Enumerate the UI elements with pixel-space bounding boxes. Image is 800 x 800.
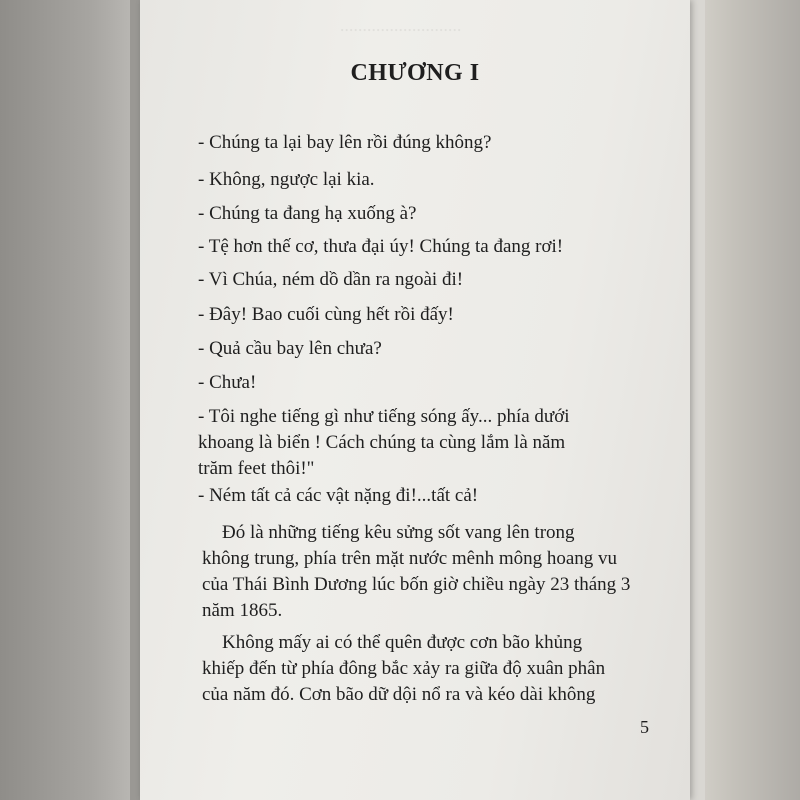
table-background (0, 0, 130, 800)
dialogue-line: - Chúng ta lại bay lên rồi đúng không? (198, 132, 492, 153)
dialogue-line: - Không, ngược lại kia. (198, 169, 375, 190)
dialogue-line: - Đây! Bao cuối cùng hết rồi đấy! (198, 304, 454, 325)
dialogue-line: - Quả cầu bay lên chưa? (198, 338, 382, 359)
text-line: Không mấy ai có thể quên được cơn bão khủng (222, 632, 583, 653)
text-line: của năm đó. Cơn bão dữ dội nổ ra và kéo dài không (202, 684, 596, 705)
dialogue-long (198, 404, 638, 482)
book-page (140, 0, 690, 800)
paragraph (202, 630, 642, 708)
text-line: trăm feet thôi!" (198, 458, 315, 479)
dialogue-line: - Ném tất cả các vật nặng đi!...tất cả! (198, 485, 479, 506)
chapter-title: CHƯƠNG I (350, 60, 480, 86)
paragraph (202, 520, 642, 624)
dialogue-line: - Tệ hơn thế cơ, thưa đại úy! Chúng ta đang rơi! (198, 236, 564, 257)
text-line: không trung, phía trên mặt nước mênh mông hoang vu (202, 548, 618, 569)
text-line: Đó là những tiếng kêu sửng sốt vang lên trong (222, 522, 575, 543)
bleed-through-text: ∙∙∙∙∙∙∙∙∙∙∙∙∙∙∙∙∙∙∙∙∙∙∙∙∙∙∙ (340, 20, 462, 40)
text-line: năm 1865. (202, 600, 283, 621)
text-line: - Tôi nghe tiếng gì như tiếng sóng ấy... phía dưới (198, 406, 570, 427)
dialogue-line: - Vì Chúa, ném dồ dần ra ngoài đi! (198, 269, 464, 290)
dialogue-line: - Chưa! (198, 372, 257, 393)
text-line: khoang là biển ! Cách chúng ta cùng lắm là năm (198, 432, 566, 453)
page-number: 5 (640, 717, 649, 737)
dialogue-line: - Chúng ta đang hạ xuống à? (198, 203, 417, 224)
adjacent-page (690, 0, 800, 800)
text-line: của Thái Bình Dương lúc bốn giờ chiều ngày 23 tháng 3 (202, 574, 631, 595)
text-line: khiếp đến từ phía đông bắc xảy ra giữa độ xuân phân (202, 658, 606, 679)
